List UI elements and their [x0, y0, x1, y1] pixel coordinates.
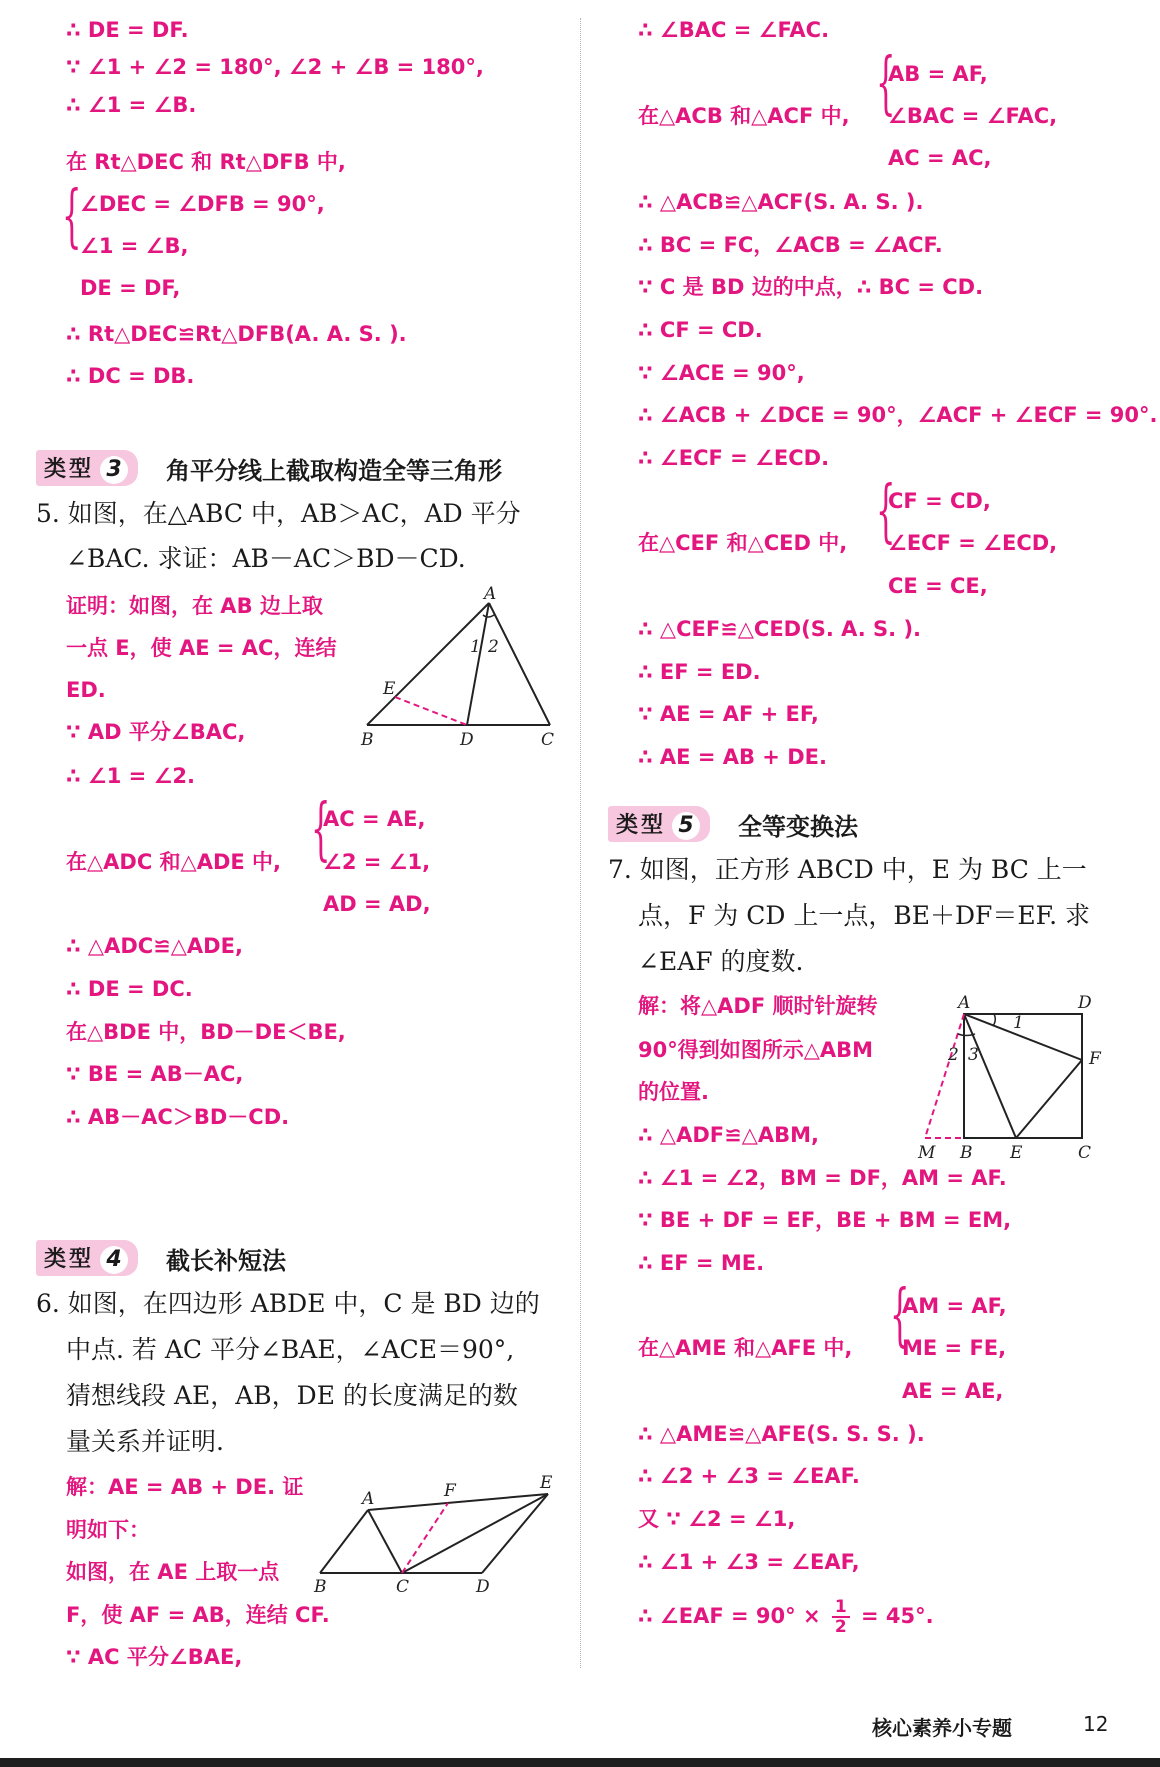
solution-line: 在△AME 和△AFE 中, — [638, 1336, 853, 1360]
solution-line: F，使 AF = AB，连结 CF. — [66, 1603, 330, 1627]
fig-label: A — [958, 993, 971, 1013]
solution-line: CE = CE, — [888, 574, 988, 598]
type-number: 3 — [100, 456, 128, 484]
solution-line: ∵ AE = AF + EF, — [638, 702, 819, 726]
solution-line: ∴ AB－AC＞BD－CD. — [66, 1105, 290, 1129]
solution-line: DE = DF, — [80, 276, 181, 300]
fig-label: B — [361, 730, 374, 750]
problem-line: 7. 如图，正方形 ABCD 中，E 为 BC 上一 — [608, 855, 1087, 884]
fig-label: 1 — [1013, 1013, 1024, 1033]
fig-label: A — [484, 585, 497, 604]
solution-line: ∴ ∠1 = ∠B. — [66, 93, 197, 117]
solution-line: 的位置. — [638, 1080, 709, 1104]
section-header-type5 — [608, 806, 858, 842]
solution-line: 一点 E，使 AE = AC，连结 — [66, 636, 337, 660]
problem-line: 点，F 为 CD 上一点，BE＋DF＝EF. 求 — [638, 901, 1090, 930]
solution-line: ∵ C 是 BD 边的中点，∴ BC = CD. — [638, 275, 984, 299]
problem-line: ∠BAC. 求证：AB－AC＞BD－CD. — [66, 544, 466, 573]
section-title: 全等变换法 — [738, 812, 859, 841]
solution-line: ∵ ∠1 + ∠2 = 180°, ∠2 + ∠B = 180°, — [66, 55, 484, 79]
brace: { — [311, 790, 331, 869]
fig-label: D — [460, 730, 474, 750]
solution-line: ∴ DE = DF. — [66, 18, 189, 42]
fig-label: A — [362, 1489, 375, 1509]
brace: { — [876, 44, 896, 123]
solution-line: 90°得到如图所示△ABM — [638, 1038, 874, 1062]
column-divider — [580, 18, 581, 1668]
solution-line: 解：将△ADF 顺时针旋转 — [638, 994, 878, 1018]
solution-line: ∵ BE + DF = EF，BE + BM = EM, — [638, 1208, 1012, 1232]
solution-line: AE = AE, — [902, 1379, 1004, 1403]
solution-line: ∴ DE = DC. — [66, 977, 193, 1001]
solution-line: 在△ACB 和△ACF 中, — [638, 104, 850, 128]
problem-line: 猜想线段 AE，AB，DE 的长度满足的数 — [66, 1381, 518, 1410]
fig-label: F — [1089, 1049, 1101, 1069]
solution-line: AC = AE, — [323, 807, 426, 831]
type-badge: 类型 5 — [608, 806, 710, 842]
solution-line: ∴ BC = FC，∠ACB = ∠ACF. — [638, 233, 943, 257]
fig-label: C — [541, 730, 555, 750]
problem-line: ∠EAF 的度数. — [638, 947, 804, 976]
solution-line: ME = FE, — [902, 1336, 1007, 1360]
solution-line: CF = CD, — [888, 489, 991, 513]
fraction: $\frac{1}{2}$ — [832, 1598, 850, 1636]
problem-line: 中点. 若 AC 平分∠BAE，∠ACE＝90°, — [66, 1335, 515, 1364]
solution-line: ∵ AC 平分∠BAE, — [66, 1645, 243, 1669]
fig-label: E — [1010, 1143, 1023, 1163]
problem-line: 量关系并证明. — [66, 1427, 224, 1456]
section-title: 截长补短法 — [166, 1246, 287, 1275]
square-figure-7 — [908, 990, 1150, 1170]
triangle-figure-5 — [355, 585, 570, 755]
fig-label: B — [960, 1143, 973, 1163]
solution-line: AC = AC, — [888, 146, 992, 170]
solution-line: ∴ △ADF≌△ABM, — [638, 1123, 819, 1147]
fig-label: 1 — [470, 637, 481, 657]
solution-line: ∠2 = ∠1, — [323, 850, 431, 874]
solution-line: ∴ EF = ED. — [638, 660, 761, 684]
solution-line: ∴ ∠2 + ∠3 = ∠EAF. — [638, 1464, 860, 1488]
solution-line: ∴ ∠ACB + ∠DCE = 90°，∠ACF + ∠ECF = 90°. — [638, 403, 1158, 427]
solution-line: ∴ ∠1 = ∠2. — [66, 764, 195, 788]
solution-line: ∴ ∠1 + ∠3 = ∠EAF, — [638, 1550, 860, 1574]
fig-label: E — [383, 679, 396, 699]
section-header-type4 — [36, 1240, 286, 1276]
solution-line: ∠ECF = ∠ECD, — [888, 531, 1058, 555]
type-number: 4 — [100, 1246, 128, 1274]
solution-line: AD = AD, — [323, 892, 431, 916]
fig-label: 3 — [968, 1045, 979, 1065]
solution-line: ∴ ∠BAC = ∠FAC. — [638, 18, 830, 42]
solution-line: ∴ △ACB≌△ACF(S. A. S. ). — [638, 190, 924, 214]
solution-line: AM = AF, — [902, 1294, 1007, 1318]
solution-line: AB = AF, — [888, 62, 988, 86]
page-number: 12 — [1083, 1712, 1109, 1736]
type-badge: 类型 4 — [36, 1240, 138, 1276]
solution-line: ∴ △AME≌△AFE(S. S. S. ). — [638, 1422, 925, 1446]
solution-line: 在△BDE 中，BD－DE＜BE, — [66, 1020, 346, 1044]
solution-line: 又 ∵ ∠2 = ∠1, — [638, 1507, 796, 1531]
solution-line: 明如下： — [66, 1518, 150, 1542]
section-header-type3 — [36, 450, 502, 486]
fig-label: C — [1078, 1143, 1092, 1163]
solution-line: ∴ △ADC≌△ADE, — [66, 934, 243, 958]
solution-line: ∴ EF = ME. — [638, 1251, 765, 1275]
solution-line: ∴ DC = DB. — [66, 364, 195, 388]
final-equation: ∴ ∠EAF = 90° × $\frac{1}{2}$ = 45°. — [638, 1597, 934, 1637]
footer-title: 核心素养小专题 — [872, 1716, 1012, 1740]
bottom-bar — [0, 1758, 1160, 1767]
problem-line: 5. 如图，在△ABC 中，AB＞AC，AD 平分 — [36, 499, 521, 528]
section-title: 角平分线上截取构造全等三角形 — [166, 456, 503, 485]
brace: { — [62, 177, 82, 256]
solution-line: 如图，在 AE 上取一点 — [66, 1560, 280, 1584]
solution-line: ∵ ∠ACE = 90°, — [638, 361, 805, 385]
solution-line: 在△ADC 和△ADE 中, — [66, 850, 282, 874]
problem-line: 6. 如图，在四边形 ABDE 中，C 是 BD 边的 — [36, 1289, 540, 1318]
solution-line: ∴ Rt△DEC≌Rt△DFB(A. A. S. ). — [66, 322, 407, 346]
solution-line: ∴ ∠1 = ∠2，BM = DF，AM = AF. — [638, 1166, 1007, 1190]
fig-label: F — [444, 1481, 456, 1501]
fig-label: 2 — [948, 1045, 959, 1065]
solution-line: ∴ CF = CD. — [638, 318, 763, 342]
fig-label: M — [918, 1143, 936, 1163]
solution-line: 在△CEF 和△CED 中, — [638, 531, 848, 555]
solution-line: ∠BAC = ∠FAC, — [888, 104, 1058, 128]
solution-line: ∠1 = ∠B, — [80, 234, 189, 258]
solution-line: 在 Rt△DEC 和 Rt△DFB 中, — [66, 150, 346, 174]
type-number: 5 — [672, 812, 700, 840]
fig-label: E — [540, 1473, 553, 1493]
fig-label: D — [1078, 993, 1092, 1013]
brace: { — [890, 1276, 910, 1355]
brace: { — [876, 472, 896, 551]
solution-line: 证明：如图，在 AB 边上取 — [66, 594, 323, 618]
solution-line: ED. — [66, 678, 106, 702]
solution-line: ∵ BE = AB－AC, — [66, 1062, 244, 1086]
solution-line: ∴ ∠ECF = ∠ECD. — [638, 446, 830, 470]
solution-line: ∠DEC = ∠DFB = 90°, — [80, 192, 325, 216]
quadrilateral-figure-6 — [310, 1470, 560, 1600]
fig-label: 2 — [488, 637, 499, 657]
fig-label: D — [476, 1577, 490, 1597]
solution-line: ∵ AD 平分∠BAC, — [66, 720, 246, 744]
fig-label: C — [396, 1577, 410, 1597]
solution-line: ∴ △CEF≌△CED(S. A. S. ). — [638, 617, 922, 641]
solution-line: 解：AE = AB + DE. 证 — [66, 1475, 304, 1499]
solution-line: ∴ AE = AB + DE. — [638, 745, 827, 769]
type-badge: 类型 3 — [36, 450, 138, 486]
fig-label: B — [314, 1577, 327, 1597]
